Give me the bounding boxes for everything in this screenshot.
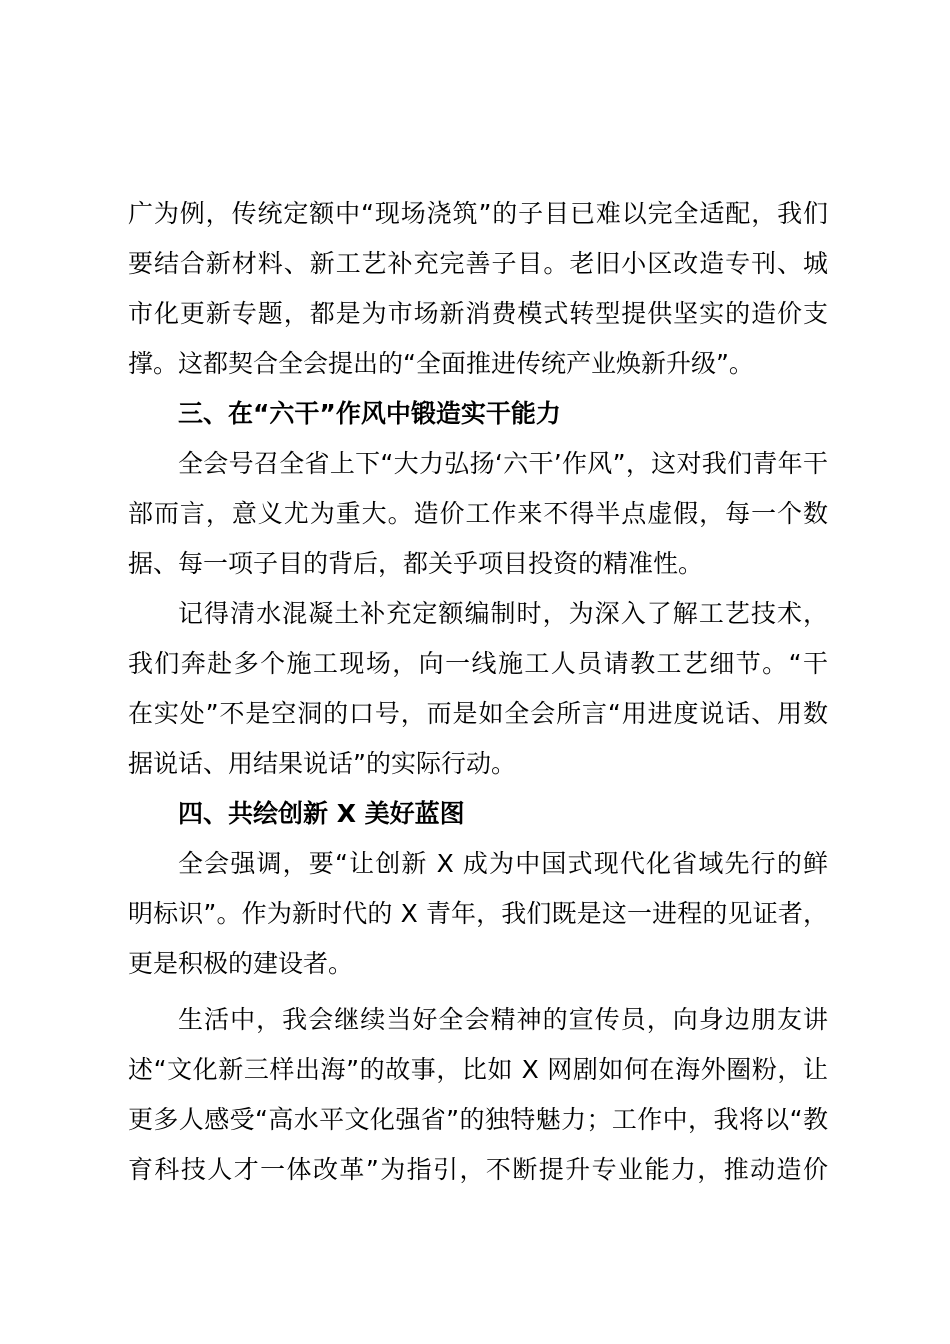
paragraph-line: 全会号召全省上下“大力弘扬‘六干’作风”，这对我们青年干 [178,449,828,478]
paragraph-line: 述“文化新三样出海”的故事，比如 X 网剧如何在海外圈粉，让 [128,1055,828,1084]
paragraph-line: 要结合新材料、新工艺补充完善子目。老旧小区改造专刊、城 [128,249,828,278]
paragraph-line: 撑。这都契合全会提出的“全面推进传统产业焕新升级”。 [128,349,754,378]
section-heading: 三、在“六干”作风中锻造实干能力 [178,399,561,428]
paragraph-line: 记得清水混凝土补充定额编制时，为深入了解工艺技术， [178,599,828,628]
paragraph-line: 广为例，传统定额中“现场浇筑”的子目已难以完全适配，我们 [128,199,828,228]
paragraph-line: 在实处”不是空洞的口号，而是如全会所言“用进度说话、用数 [128,699,828,728]
paragraph-line: 部而言，意义尤为重大。造价工作来不得半点虚假，每一个数 [128,499,828,528]
paragraph-line: 全会强调，要“让创新 X 成为中国式现代化省域先行的鲜 [178,849,828,878]
paragraph-line: 我们奔赴多个施工现场，向一线施工人员请教工艺细节。“干 [128,649,828,678]
paragraph-line: 更是积极的建设者。 [128,949,354,978]
paragraph-line: 育科技人才一体改革”为指引，不断提升专业能力，推动造价 [128,1155,828,1184]
paragraph-line: 生活中，我会继续当好全会精神的宣传员，向身边朋友讲 [178,1005,828,1034]
paragraph-line: 更多人感受“高水平文化强省”的独特魅力；工作中，我将以“教 [128,1105,828,1134]
paragraph-line: 市化更新专题，都是为市场新消费模式转型提供坚实的造价支 [128,299,828,328]
section-heading: 四、共绘创新 X 美好蓝图 [178,799,465,828]
paragraph-line: 据说话、用结果说话”的实际行动。 [128,749,516,778]
paragraph-line: 据、每一项子目的背后，都关乎项目投资的精准性。 [128,549,704,578]
paragraph-line: 明标识”。作为新时代的 X 青年，我们既是这一进程的见证者， [128,899,828,928]
